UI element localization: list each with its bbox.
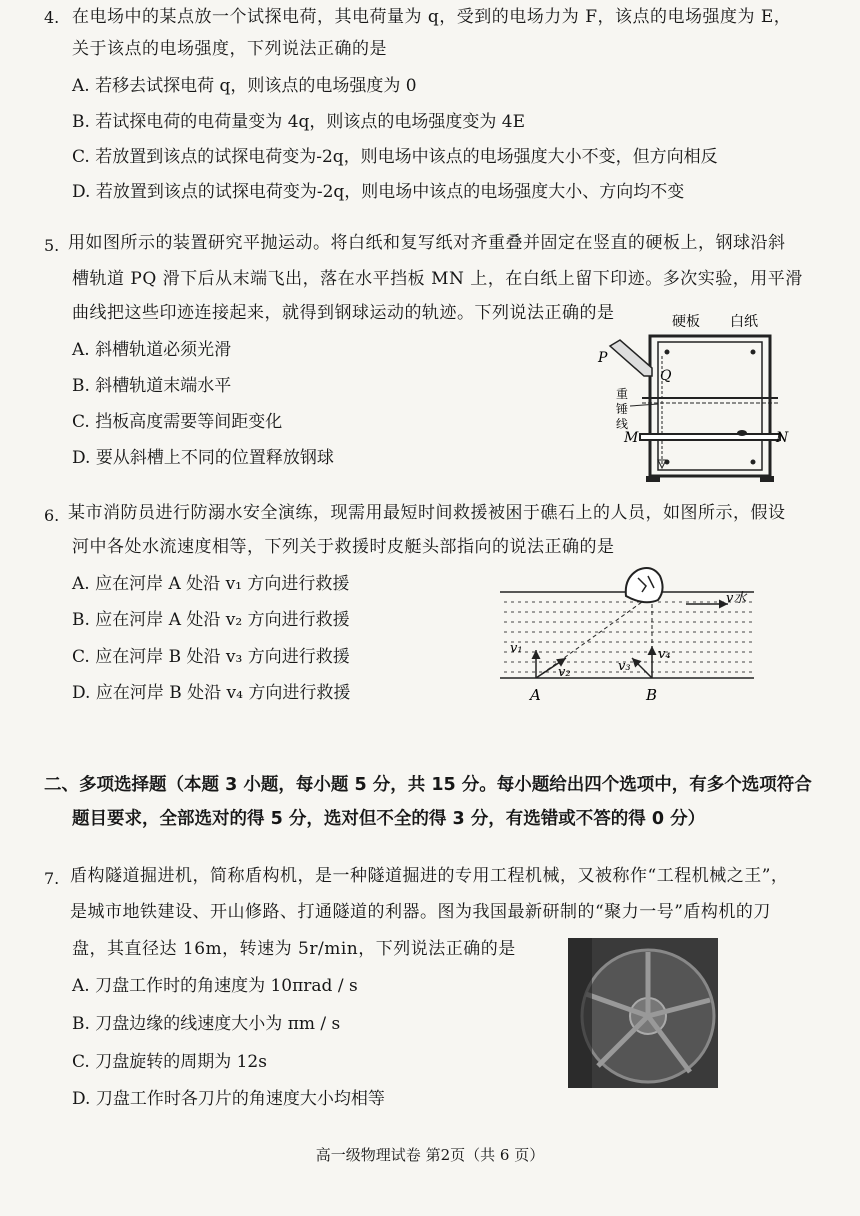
page-footer: 高一级物理试卷 第2页（共 6 页） bbox=[315, 1146, 545, 1164]
option-b[interactable]: B. 刀盘边缘的线速度大小为 πm / s bbox=[72, 1014, 341, 1034]
label-v-water: v水 bbox=[726, 591, 747, 606]
section-header-line-1: 二、多项选择题（本题 3 小题，每小题 5 分，共 15 分。每小题给出四个选项中，有多个选项符合 bbox=[44, 775, 812, 795]
label-B: B bbox=[646, 686, 658, 704]
question-number: 7. bbox=[44, 869, 60, 888]
label-Q: Q bbox=[660, 368, 672, 384]
question-number: 4. bbox=[44, 8, 60, 27]
paper-label: 白纸 bbox=[730, 314, 758, 330]
river-rescue-figure bbox=[496, 560, 758, 706]
option-d[interactable]: D. 要从斜槽上不同的位置释放钢球 bbox=[72, 448, 334, 468]
option-a[interactable]: A. 刀盘工作时的角速度为 10πrad / s bbox=[72, 976, 358, 996]
label-v2: v₂ bbox=[558, 665, 571, 680]
option-b[interactable]: B. 应在河岸 A 处沿 v₂ 方向进行救援 bbox=[72, 610, 350, 630]
question-stem-line-2: 是城市地铁建设、开山修路、打通隧道的利器。图为我国最新研制的“聚力一号”盾构机的刀 bbox=[70, 902, 771, 922]
question-stem-line-3: 盘，其直径达 16m，转速为 5r/min，下列说法正确的是 bbox=[72, 939, 516, 959]
question-stem-line-2: 关于该点的电场强度，下列说法正确的是 bbox=[72, 39, 387, 59]
projectile-apparatus-figure bbox=[590, 306, 790, 486]
label-P: P bbox=[598, 350, 608, 366]
section-header-line-2: 题目要求，全部选对的得 5 分，选对但不全的得 3 分，有选错或不答的得 0 分） bbox=[72, 809, 706, 829]
question-stem-line-1: 某市消防员进行防溺水安全演练，现需用最短时间救援被困于礁石上的人员，如图所示，假设 bbox=[68, 503, 786, 523]
option-d[interactable]: D. 刀盘工作时各刀片的角速度大小均相等 bbox=[72, 1089, 385, 1109]
option-b[interactable]: B. 斜槽轨道末端水平 bbox=[72, 376, 232, 396]
question-stem-line-1: 用如图所示的装置研究平抛运动。将白纸和复写纸对齐重叠并固定在竖直的硬板上，钢球沿斜 bbox=[68, 233, 786, 253]
board-label: 硬板 bbox=[672, 314, 700, 330]
option-c[interactable]: C. 若放置到该点的试探电荷变为-2q，则电场中该点的电场强度大小不变，但方向相反 bbox=[72, 147, 718, 167]
question-number: 5. bbox=[44, 236, 60, 255]
question-stem-line-2: 河中各处水流速度相等，下列关于救援时皮艇头部指向的说法正确的是 bbox=[72, 537, 615, 557]
label-v3: v₃ bbox=[618, 659, 631, 674]
question-stem-line-1: 盾构隧道掘进机，简称盾构机，是一种隧道掘进的专用工程机械，又被称作“工程机械之王”， bbox=[70, 866, 789, 886]
option-c[interactable]: C. 刀盘旋转的周期为 12s bbox=[72, 1052, 267, 1072]
label-v4: v₄ bbox=[658, 647, 671, 662]
label-plumb-line: 重锤线 bbox=[616, 387, 629, 431]
option-a[interactable]: A. 斜槽轨道必须光滑 bbox=[72, 340, 232, 360]
label-A: A bbox=[530, 686, 541, 704]
label-M: M bbox=[624, 430, 639, 446]
label-N: N bbox=[776, 430, 789, 446]
question-stem-line-2: 槽轨道 PQ 滑下后从末端飞出，落在水平挡板 MN 上，在白纸上留下印迹。多次实验，用平滑 bbox=[72, 269, 803, 289]
option-c[interactable]: C. 应在河岸 B 处沿 v₃ 方向进行救援 bbox=[72, 647, 350, 667]
question-stem-line-1: 在电场中的某点放一个试探电荷，其电荷量为 q，受到的电场力为 F，该点的电场强度为 E， bbox=[72, 7, 792, 27]
tbm-cutterhead-photo bbox=[568, 938, 718, 1088]
label-v1: v₁ bbox=[510, 641, 523, 656]
question-number: 6. bbox=[44, 506, 60, 525]
option-c[interactable]: C. 挡板高度需要等间距变化 bbox=[72, 412, 283, 432]
option-d[interactable]: D. 应在河岸 B 处沿 v₄ 方向进行救援 bbox=[72, 683, 351, 703]
option-a[interactable]: A. 若移去试探电荷 q，则该点的电场强度为 0 bbox=[72, 76, 417, 96]
question-stem-line-3: 曲线把这些印迹连接起来，就得到钢球运动的轨迹。下列说法正确的是 bbox=[72, 303, 615, 323]
option-b[interactable]: B. 若试探电荷的电荷量变为 4q，则该点的电场强度变为 4E bbox=[72, 112, 526, 132]
option-d[interactable]: D. 若放置到该点的试探电荷变为-2q，则电场中该点的电场强度大小、方向均不变 bbox=[72, 182, 685, 202]
option-a[interactable]: A. 应在河岸 A 处沿 v₁ 方向进行救援 bbox=[72, 574, 350, 594]
